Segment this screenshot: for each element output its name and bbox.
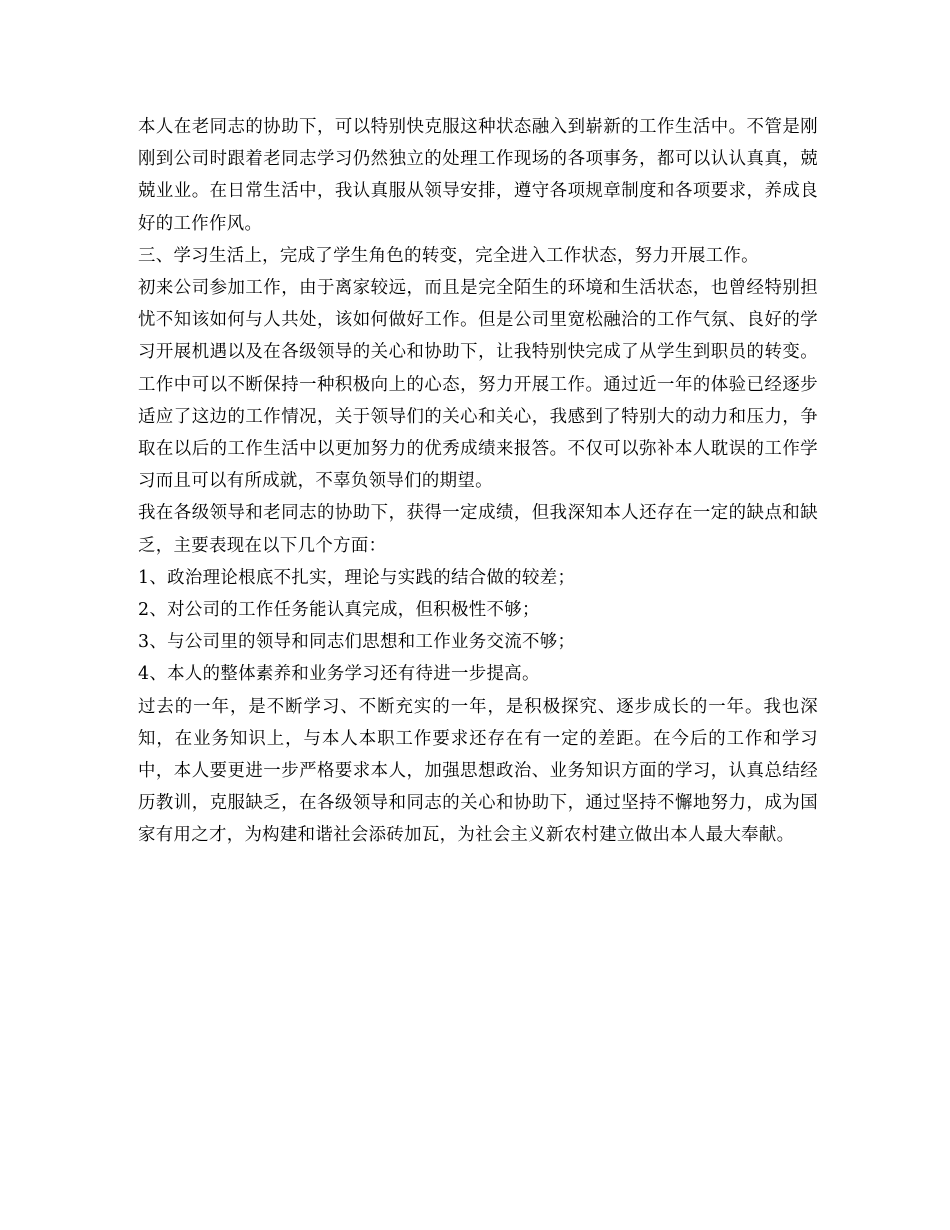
list-item-shortcoming-2: 2、对公司的工作任务能认真完成，但积极性不够； — [138, 600, 540, 621]
paragraph-role-transition: 初来公司参加工作，由于离家较远，而且是完全陌生的环境和生活状态，也曾经特别担忧不知该如何与人共处，该如何做好工作。但是公司里宽松融洽的工作气氛、良好的学习开展机遇以及在各级领导的关心和协助下，让我特别快完成了从学生到职员的转变。工作中可以不断保持一种积极向上的心态，努力开展工作。通过近一年的体验已经逐步适应了这边的工作情况，关于领导们的关心和关心，我感到了特别大的动力和压力，争取在以后的工作生活中以更加努力的优秀成绩来报答。不仅可以弥补本人耽误的工作学习而且可以有所成就，不辜负领导们的期望。 — [138, 278, 818, 492]
paragraph-shortcomings-intro: 我在各级领导和老同志的协助下，获得一定成绩，但我深知本人还存在一定的缺点和缺乏，主要表现在以下几个方面： — [138, 503, 818, 556]
document-body — [138, 111, 818, 852]
section-heading-study-life: 三、学习生活上，完成了学生角色的转变，完全进入工作状态，努力开展工作。 — [138, 245, 759, 266]
list-item-shortcoming-4: 4、本人的整体素养和业务学习还有待进一步提高。 — [138, 664, 540, 685]
paragraph-adaptation: 本人在老同志的协助下，可以特别快克服这种状态融入到崭新的工作生活中。不管是刚刚到公司时跟着老同志学习仍然独立的处理工作现场的各项事务，都可以认认真真，兢兢业业。在日常生活中，我认真服从领导安排，遵守各项规章制度和各项要求，养成良好的工作作风。 — [138, 117, 818, 234]
list-item-shortcoming-3: 3、与公司里的领导和同志们思想和工作业务交流不够； — [138, 632, 576, 653]
paragraph-conclusion: 过去的一年，是不断学习、不断充实的一年，是积极探究、逐步成长的一年。我也深知，在业务知识上，与本人本职工作要求还存在有一定的差距。在今后的工作和学习中，本人要更进一步严格要求本人，加强思想政治、业务知识方面的学习，认真总结经历教训，克服缺乏，在各级领导和同志的关心和协助下，通过坚持不懈地努力，成为国家有用之才，为构建和谐社会添砖加瓦，为社会主义新农村建立做出本人最大奉献。 — [138, 696, 818, 846]
list-item-shortcoming-1: 1、政治理论根底不扎实，理论与实践的结合做的较差； — [138, 567, 576, 588]
